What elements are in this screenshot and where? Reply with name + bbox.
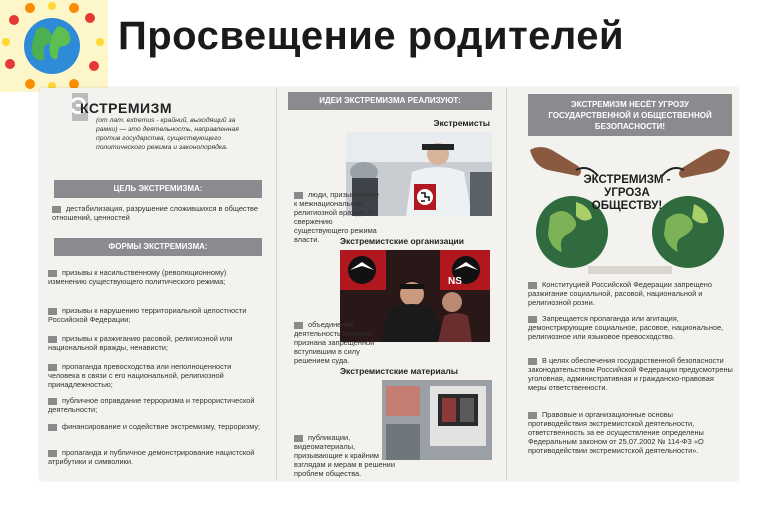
column-extremism-definition	[40, 88, 268, 480]
brochure	[40, 88, 738, 480]
threat-item: В целях обеспечения государственной безопасности законодательством Российской Федерации предусмотрены уголовная, административная и гражданско-правовая меры ответственности.	[528, 356, 733, 392]
materials-text: публикации, видеоматериалы, призывающие к крайним взглядам и мерам в решении проблем общества.	[294, 433, 395, 478]
column-implementers	[284, 88, 496, 480]
implementers-header: ИДЕИ ЭКСТРЕМИЗМА РЕАЛИЗУЮТ:	[288, 92, 492, 110]
goal-header: ЦЕЛЬ ЭКСТРЕМИЗМА:	[54, 180, 262, 198]
extremism-heading: КСТРЕМИЗМ	[80, 100, 173, 116]
bullet-square	[52, 206, 61, 213]
threat-item: Конституцией Российской Федерации запрещено разжигание социальной, расовой, национальной и религиозной розни.	[528, 280, 712, 307]
form-item: публичное оправдание терроризма и террористической деятельности;	[48, 396, 255, 414]
column-threat	[514, 88, 736, 480]
heading-letter: Э	[70, 93, 88, 120]
extremism-definition: (от лат. extremus - крайний, выходящий за рамки) — это деятельность, направленная против государства, существующего политического режима и законопорядка.	[96, 117, 239, 151]
form-item: призывы к насильственному (революционному) изменению существующего политического режима;	[48, 268, 227, 286]
globe-title: ЭКСТРЕМИЗМ - УГРОЗА ОБЩЕСТВУ!	[583, 174, 671, 212]
section-title-extremists: Экстремисты	[433, 118, 490, 128]
goal-text: дестабилизация, разрушение сложившихся в обществе отношений, ценностей	[52, 204, 258, 222]
threat-header: ЭКСТРЕМИЗМ НЕСЁТ УГРОЗУ ГОСУДАРСТВЕННОЙ И ОБЩЕСТВЕННОЙ БЕЗОПАСНОСТИ!	[528, 94, 732, 137]
forms-header: ФОРМЫ ЭКСТРЕМИЗМА:	[54, 238, 262, 256]
organizations-text: объединение, деятельность которого признана запрещенной вступившим в силу решением суда.	[294, 320, 375, 365]
threat-item: Правовые и организационные основы противодействия экстремистской деятельности, ответственность за ее осуществление определены Федеральным законом от 25.07.2002 № 114-ФЗ «О противодействии экстремистской деятельности».	[528, 410, 704, 455]
threat-item: Запрещается пропаганда или агитация, демонстрирующие социальное, расовое, национальное, религиозное или языковое превосходство.	[528, 314, 724, 341]
section-title-organizations: Экстремистские организации	[340, 236, 465, 246]
page-title: Просвещение родителей	[118, 14, 625, 58]
fold-line	[276, 88, 277, 480]
form-item: пропаганда превосходства или неполноценности человека в связи с его национальной, религиозной принадлежностью;	[48, 362, 232, 389]
form-item: призывы к нарушению территориальной целостности Российской Федерации;	[48, 306, 247, 324]
badge-text: NS	[448, 276, 462, 287]
form-item: призывы к разжиганию расовой, религиозной или национальной вражды, ненависти;	[48, 334, 233, 352]
form-item: пропаганда и публичное демонстрирование нацистской атрибутики и символики.	[48, 448, 255, 466]
form-item: финансирование и содействие экстремизму, терроризму;	[48, 422, 262, 431]
section-title-materials: Экстремистские материалы	[340, 366, 459, 376]
logo-children-globe	[0, 0, 108, 92]
extremists-text: люди, призывающие к межнациональной, религиозной вражде, к свержению существующего режима власти.	[294, 190, 379, 244]
fold-line	[506, 88, 507, 480]
